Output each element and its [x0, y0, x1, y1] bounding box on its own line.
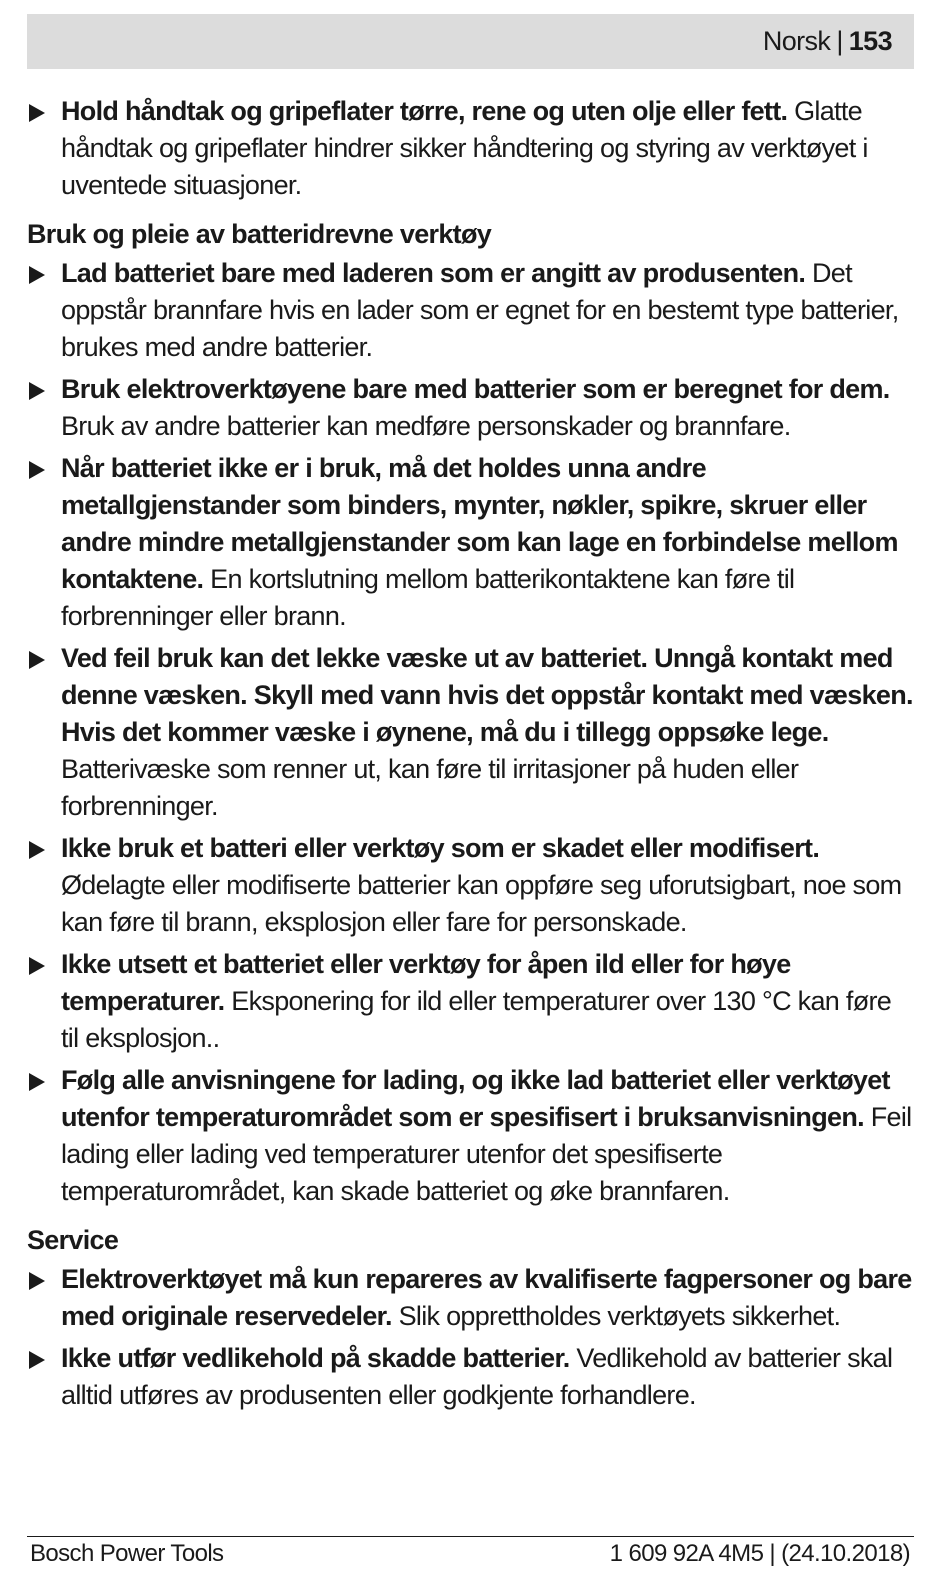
item-bold-text: Ved feil bruk kan det lekke væske ut av batteriet. Unngå kontakt med denne væsken. Skyll med vann hvis det oppstår kontakt med væsken. Hvis det kommer væske i øynene, må du i tillegg oppsøke lege.: [61, 643, 913, 747]
triangle-bullet-icon: [29, 651, 45, 669]
triangle-bullet-icon: [29, 266, 45, 284]
header-separator: |: [836, 26, 843, 56]
item-text: Vedlikehold av batterier skal alltid utføres av produsenten eller godkjente forhandlere.: [61, 1343, 893, 1410]
item-text: Feil lading eller lading ved temperaturer utenfor det spesifiserte temperaturområdet, kan skade batteriet og øke brannfaren.: [61, 1102, 912, 1206]
triangle-bullet-icon: [29, 382, 45, 400]
safety-item: [27, 450, 914, 635]
item-text: Eksponering for ild eller temperaturer over 130 °C kan føre til eksplosjon..: [61, 986, 892, 1053]
section-heading-service: Service: [27, 1225, 119, 1255]
section-heading-battery: Bruk og pleie av batteridrevne verktøy: [27, 219, 492, 249]
page-header: [27, 14, 914, 69]
safety-item: [27, 1062, 914, 1210]
safety-item: [27, 371, 914, 445]
safety-item: [27, 946, 914, 1057]
item-bold-text: Ikke bruk et batteri eller verktøy som er skadet eller modifisert.: [61, 833, 820, 863]
item-text: Glatte håndtak og gripeflater hindrer sikker håndtering og styring av verktøyet i uventede situasjoner.: [61, 96, 868, 200]
item-text: En kortslutning mellom batterikontaktene kan føre til forbrenninger eller brann.: [61, 564, 795, 631]
item-text: Slik opprettholdes verktøyets sikkerhet.: [391, 1301, 841, 1331]
safety-item: [27, 93, 914, 204]
footer-doc-id: 1 609 92A 4M5 | (24.10.2018): [609, 1540, 910, 1567]
safety-list-general: [27, 93, 914, 204]
page-number: 153: [848, 26, 892, 56]
triangle-bullet-icon: [29, 957, 45, 975]
item-bold-text: Følg alle anvisningene for lading, og ikke lad batteriet eller verktøyet utenfor temperaturområdet som er spesifisert i bruksanvisningen.: [61, 1065, 890, 1132]
triangle-bullet-icon: [29, 1073, 45, 1091]
safety-list-service: [27, 1261, 914, 1414]
triangle-bullet-icon: [29, 461, 45, 479]
item-text: Bruk av andre batterier kan medføre personskader og brannfare.: [61, 411, 791, 441]
safety-item: [27, 830, 914, 941]
safety-item: [27, 1261, 914, 1335]
item-bold-text: Ikke utsett et batteriet eller verktøy for åpen ild eller for høye temperaturer.: [61, 949, 791, 1016]
footer-publisher: Bosch Power Tools: [30, 1540, 224, 1567]
item-text: Ødelagte eller modifiserte batterier kan oppføre seg uforutsigbart, noe som kan føre til brann, eksplosjon eller fare for personskade.: [61, 870, 902, 937]
triangle-bullet-icon: [29, 1351, 45, 1369]
triangle-bullet-icon: [29, 104, 45, 122]
item-bold-text: Bruk elektroverktøyene bare med batterier som er beregnet for dem.: [61, 374, 890, 404]
safety-item: [27, 1340, 914, 1414]
item-bold-text: Elektroverktøyet må kun repareres av kvalifiserte fagpersoner og bare med originale reservedeler.: [61, 1264, 912, 1331]
safety-list-battery: [27, 255, 914, 1210]
item-text: Batterivæske som renner ut, kan føre til irritasjoner på huden eller forbrenninger.: [61, 754, 799, 821]
triangle-bullet-icon: [29, 1272, 45, 1290]
header-text: [763, 26, 892, 57]
header-language: Norsk: [762, 26, 831, 56]
safety-item: [27, 255, 914, 366]
footer-divider: [27, 1536, 914, 1537]
safety-item: [27, 640, 914, 825]
page-content: [27, 93, 914, 1419]
item-bold-text: Når batteriet ikke er i bruk, må det holdes unna andre metallgjenstander som binders, mynter, nøkler, spikre, skruer eller andre mindre metallgjenstander som kan lage en forbindelse mellom kontaktene.: [61, 453, 898, 594]
item-bold-text: Lad batteriet bare med laderen som er angitt av produsenten.: [61, 258, 806, 288]
triangle-bullet-icon: [29, 841, 45, 859]
item-bold-text: Hold håndtak og gripeflater tørre, rene og uten olje eller fett.: [61, 96, 788, 126]
item-text: Det oppstår brannfare hvis en lader som er egnet for en bestemt type batterier, brukes med andre batterier.: [61, 258, 899, 362]
item-bold-text: Ikke utfør vedlikehold på skadde batterier.: [61, 1343, 570, 1373]
